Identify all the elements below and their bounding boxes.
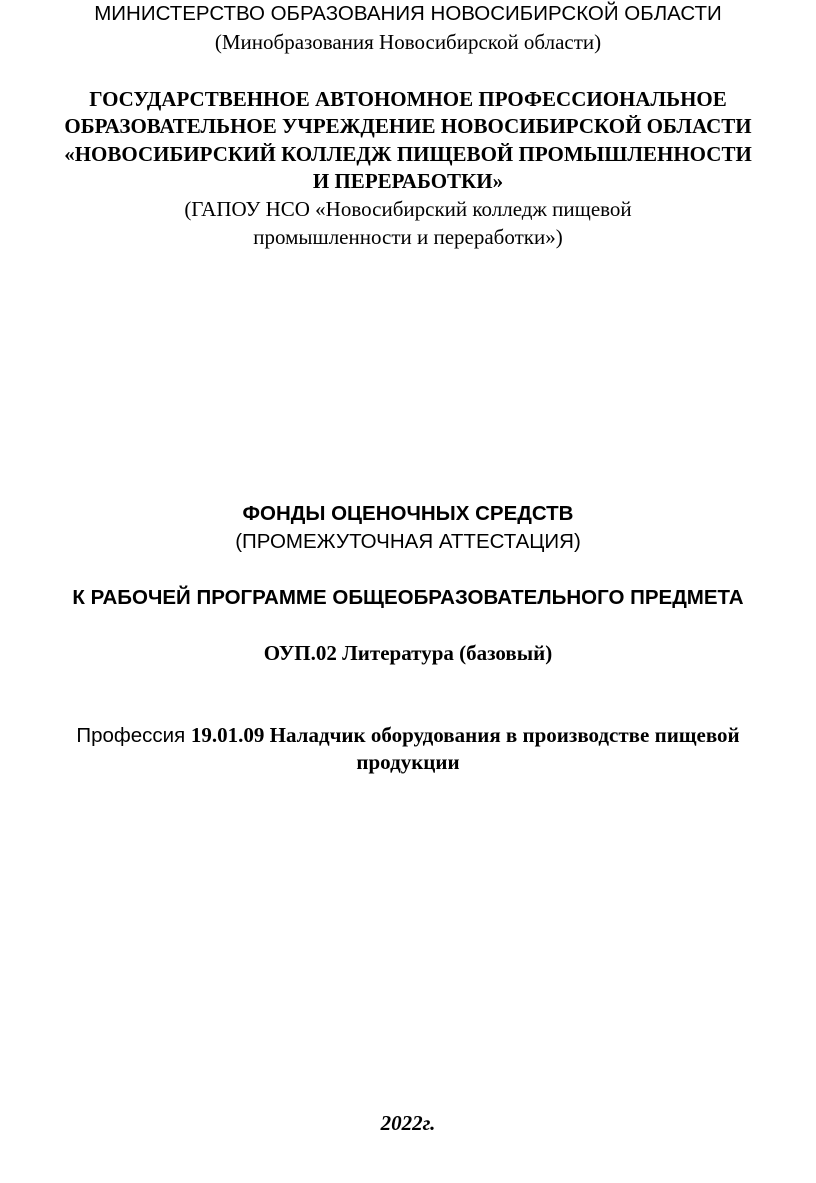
institution-short-name-line-2: промышленности и переработки») — [253, 225, 563, 249]
document-title: ФОНДЫ ОЦЕНОЧНЫХ СРЕДСТВ — [242, 502, 574, 525]
profession-label: Профессия — [76, 724, 191, 747]
ministry-title: МИНИСТЕРСТВО ОБРАЗОВАНИЯ НОВОСИБИРСКОЙ ОБЛАСТИ — [94, 2, 722, 25]
institution-name-line-3: «НОВОСИБИРСКИЙ КОЛЛЕДЖ ПИЩЕВОЙ ПРОМЫШЛЕННОСТИ — [64, 142, 752, 166]
program-heading: К РАБОЧЕЙ ПРОГРАММЕ ОБЩЕОБРАЗОВАТЕЛЬНОГО ПРЕДМЕТА — [72, 586, 744, 609]
subject-name: ОУП.02 Литература (базовый) — [263, 641, 553, 665]
profession-line-1 — [0, 725, 816, 747]
document-year: 2022г. — [380, 1111, 436, 1135]
profession-line-2: продукции — [356, 750, 460, 774]
profession-code-name: 19.01.09 Наладчик оборудования в производстве пищевой — [190, 723, 740, 747]
institution-name-line-4: И ПЕРЕРАБОТКИ» — [312, 169, 504, 193]
document-subtitle: (ПРОМЕЖУТОЧНАЯ АТТЕСТАЦИЯ) — [235, 530, 581, 553]
ministry-short-name: (Минобразования Новосибирской области) — [214, 30, 602, 54]
institution-name-line-2: ОБРАЗОВАТЕЛЬНОЕ УЧРЕЖДЕНИЕ НОВОСИБИРСКОЙ ОБЛАСТИ — [64, 114, 752, 138]
institution-short-name-line-1: (ГАПОУ НСО «Новосибирский колледж пищевой — [184, 197, 632, 221]
institution-name-line-1: ГОСУДАРСТВЕННОЕ АВТОНОМНОЕ ПРОФЕССИОНАЛЬНОЕ — [89, 87, 727, 111]
